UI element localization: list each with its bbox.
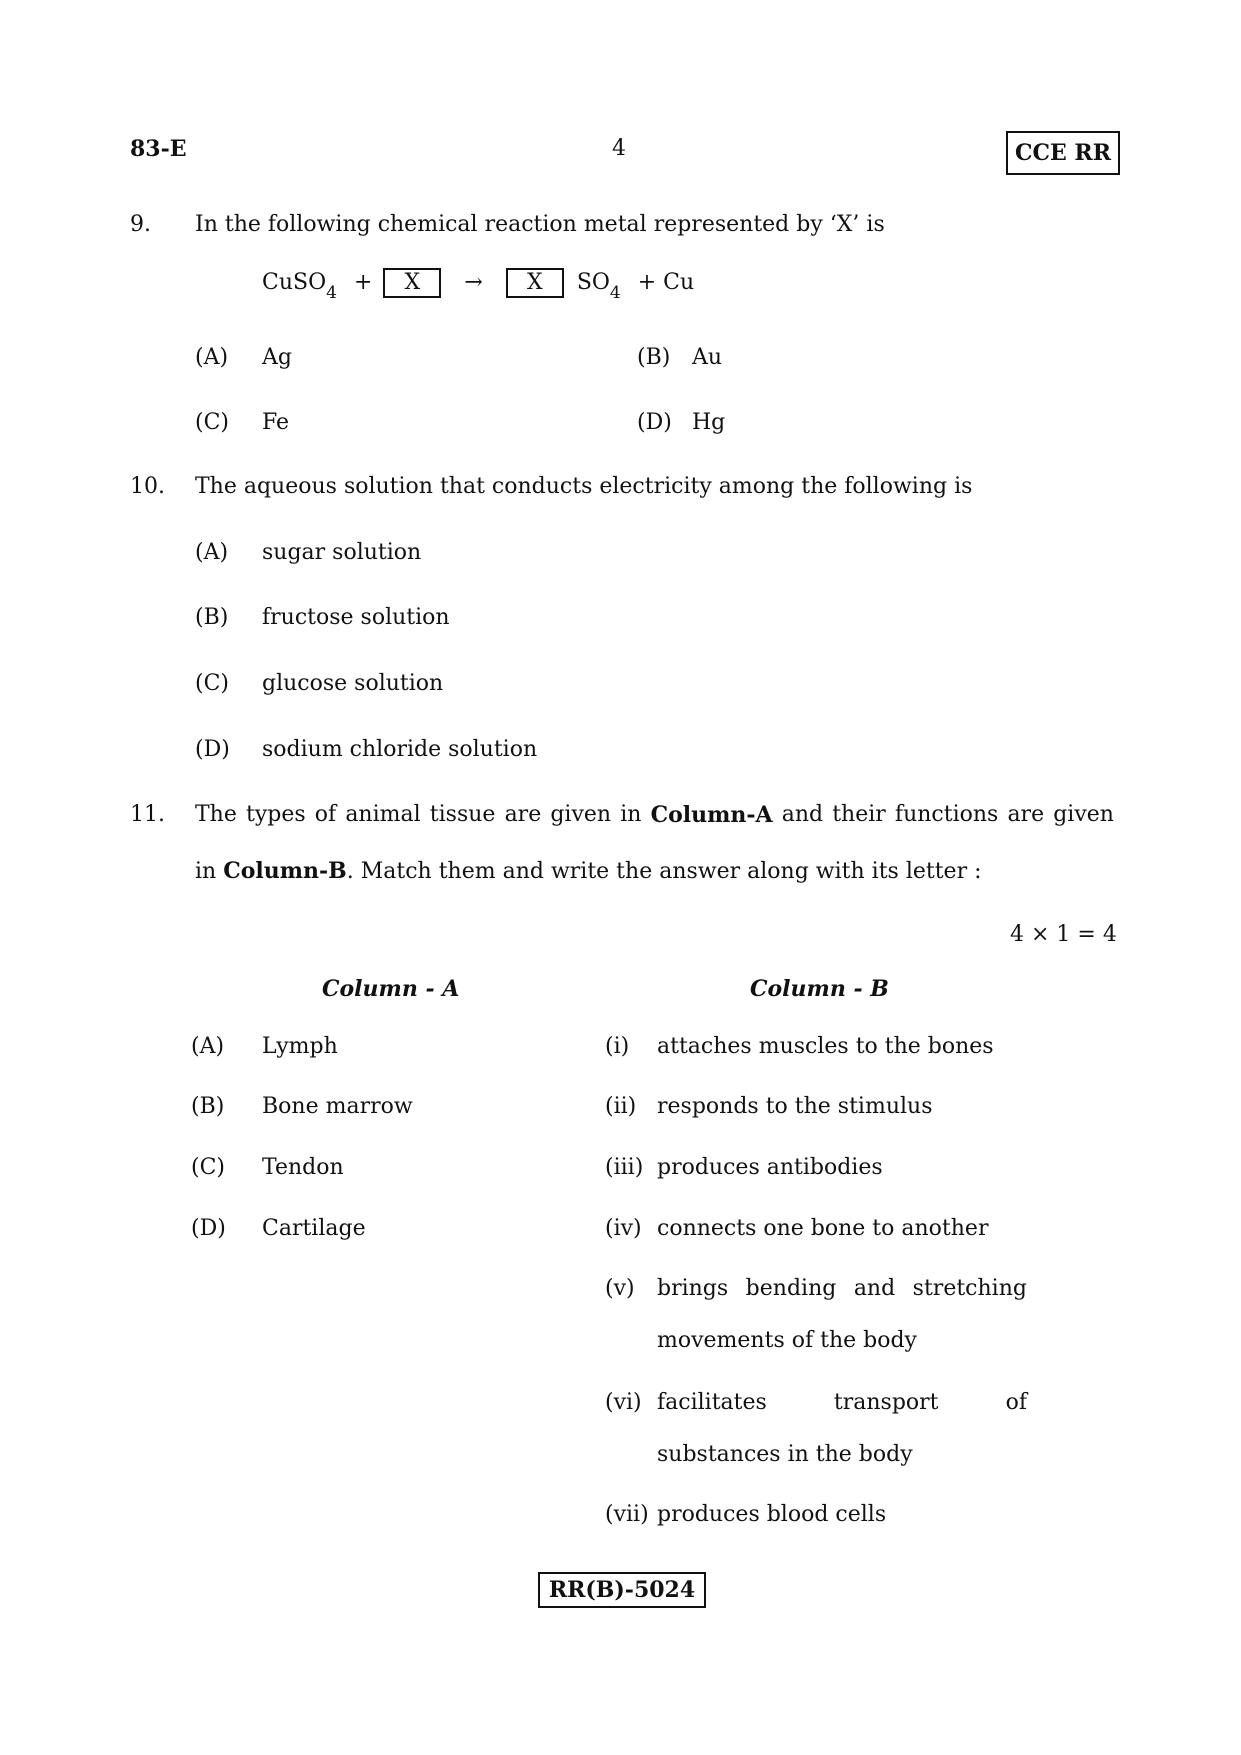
q11-word: functions bbox=[894, 802, 999, 827]
q9-option-a: Ag bbox=[262, 345, 292, 370]
q10-option-a-label: (A) bbox=[195, 540, 229, 565]
col-b-item-line-2: substances in the body bbox=[657, 1442, 913, 1467]
q11-word: their bbox=[832, 802, 886, 827]
col-b-word: and bbox=[853, 1276, 896, 1301]
eq-blank-box-1: X bbox=[383, 268, 441, 298]
col-b-label: (ii) bbox=[605, 1094, 637, 1119]
q11-word: of bbox=[314, 802, 337, 827]
col-b-word: facilitates bbox=[657, 1390, 767, 1415]
col-b-label: (iii) bbox=[605, 1155, 644, 1180]
q11-word: are bbox=[1007, 802, 1045, 827]
q9-option-b: Au bbox=[692, 345, 723, 370]
q11-column-b-ref: Column-B bbox=[223, 858, 347, 884]
col-b-item-line-2: movements of the body bbox=[657, 1328, 917, 1353]
column-a-heading: Column - A bbox=[322, 976, 460, 1002]
series-label: CCE RR bbox=[1014, 140, 1111, 166]
q11-word: are bbox=[504, 802, 542, 827]
col-b-word: brings bbox=[657, 1276, 729, 1301]
col-a-item: Tendon bbox=[262, 1155, 344, 1180]
q11-word: animal bbox=[345, 802, 421, 827]
q9-text: In the following chemical reaction metal represented by ‘X’ is bbox=[195, 212, 885, 237]
q11-word: given bbox=[550, 802, 612, 827]
col-b-label: (vi) bbox=[605, 1390, 642, 1415]
col-b-label: (vii) bbox=[605, 1502, 649, 1527]
q10-option-c-label: (C) bbox=[195, 671, 229, 696]
q11-word: given bbox=[1053, 802, 1114, 827]
col-b-word: of bbox=[1005, 1390, 1027, 1415]
col-a-item: Lymph bbox=[262, 1034, 338, 1059]
q10-option-d-label: (D) bbox=[195, 737, 230, 762]
q9-option-d: Hg bbox=[692, 410, 726, 435]
col-a-item: Cartilage bbox=[262, 1216, 366, 1241]
q11-word: The bbox=[195, 802, 237, 827]
col-a-item: Bone marrow bbox=[262, 1094, 413, 1119]
col-b-item: responds to the stimulus bbox=[657, 1094, 933, 1119]
q10-text: The aqueous solution that conducts electricity among the following is bbox=[195, 474, 973, 499]
q10-option-b-label: (B) bbox=[195, 605, 229, 630]
q10-number: 10. bbox=[130, 474, 165, 499]
col-b-item: produces antibodies bbox=[657, 1155, 883, 1180]
q11-number: 11. bbox=[130, 802, 165, 827]
eq-product: SO bbox=[576, 270, 610, 295]
column-b-heading: Column - B bbox=[750, 976, 889, 1002]
q10-option-b: fructose solution bbox=[262, 605, 450, 630]
q11-word: in bbox=[620, 802, 642, 827]
col-b-item-line-1 bbox=[657, 1276, 1027, 1301]
q10-option-a: sugar solution bbox=[262, 540, 422, 565]
col-a-label: (A) bbox=[191, 1034, 225, 1059]
q9-option-c-label: (C) bbox=[195, 410, 229, 435]
col-b-label: (i) bbox=[605, 1034, 630, 1059]
page-number: 4 bbox=[612, 136, 626, 161]
series-badge bbox=[1006, 131, 1120, 175]
col-b-word: bending bbox=[745, 1276, 837, 1301]
q11-line2-pre: in bbox=[195, 859, 224, 884]
eq-blank-box-2: X bbox=[506, 268, 564, 298]
q9-option-b-label: (B) bbox=[637, 345, 671, 370]
q11-text-line-2 bbox=[195, 858, 982, 884]
q11-line2-post: . Match them and write the answer along with its letter : bbox=[346, 859, 982, 884]
col-b-word: stretching bbox=[912, 1276, 1027, 1301]
col-a-label: (C) bbox=[191, 1155, 225, 1180]
col-b-label: (v) bbox=[605, 1276, 635, 1301]
q9-equation bbox=[262, 268, 695, 303]
col-b-item: produces blood cells bbox=[657, 1502, 887, 1527]
footer-code-badge bbox=[538, 1572, 706, 1608]
col-b-item: attaches muscles to the bones bbox=[657, 1034, 994, 1059]
q11-column-a-ref: Column-A bbox=[650, 802, 773, 828]
footer-code: RR(B)-5024 bbox=[548, 1577, 696, 1603]
col-a-label: (B) bbox=[191, 1094, 225, 1119]
q11-word: and bbox=[781, 802, 824, 827]
q10-option-d: sodium chloride solution bbox=[262, 737, 538, 762]
q9-option-d-label: (D) bbox=[637, 410, 672, 435]
eq-plus-cu: + Cu bbox=[637, 270, 695, 295]
q9-number: 9. bbox=[130, 212, 151, 237]
col-a-label: (D) bbox=[191, 1216, 226, 1241]
q10-option-c: glucose solution bbox=[262, 671, 444, 696]
eq-reactant-sub: 4 bbox=[326, 283, 337, 303]
eq-plus: + bbox=[353, 270, 373, 295]
eq-arrow: → bbox=[464, 270, 483, 295]
q9-option-a-label: (A) bbox=[195, 345, 229, 370]
paper-code: 83-E bbox=[130, 136, 187, 162]
eq-product-sub: 4 bbox=[609, 283, 621, 303]
col-b-item-line-1 bbox=[657, 1390, 1027, 1415]
q11-marks: 4 × 1 = 4 bbox=[1010, 922, 1117, 947]
q11-word: tissue bbox=[429, 802, 496, 827]
q11-word: types bbox=[246, 802, 306, 827]
col-b-word: transport bbox=[833, 1390, 939, 1415]
col-b-label: (iv) bbox=[605, 1216, 642, 1241]
col-b-item: connects one bone to another bbox=[657, 1216, 989, 1241]
q11-text-line-1 bbox=[195, 802, 1114, 828]
q9-option-c: Fe bbox=[262, 410, 290, 435]
eq-reactant: CuSO bbox=[262, 270, 327, 295]
